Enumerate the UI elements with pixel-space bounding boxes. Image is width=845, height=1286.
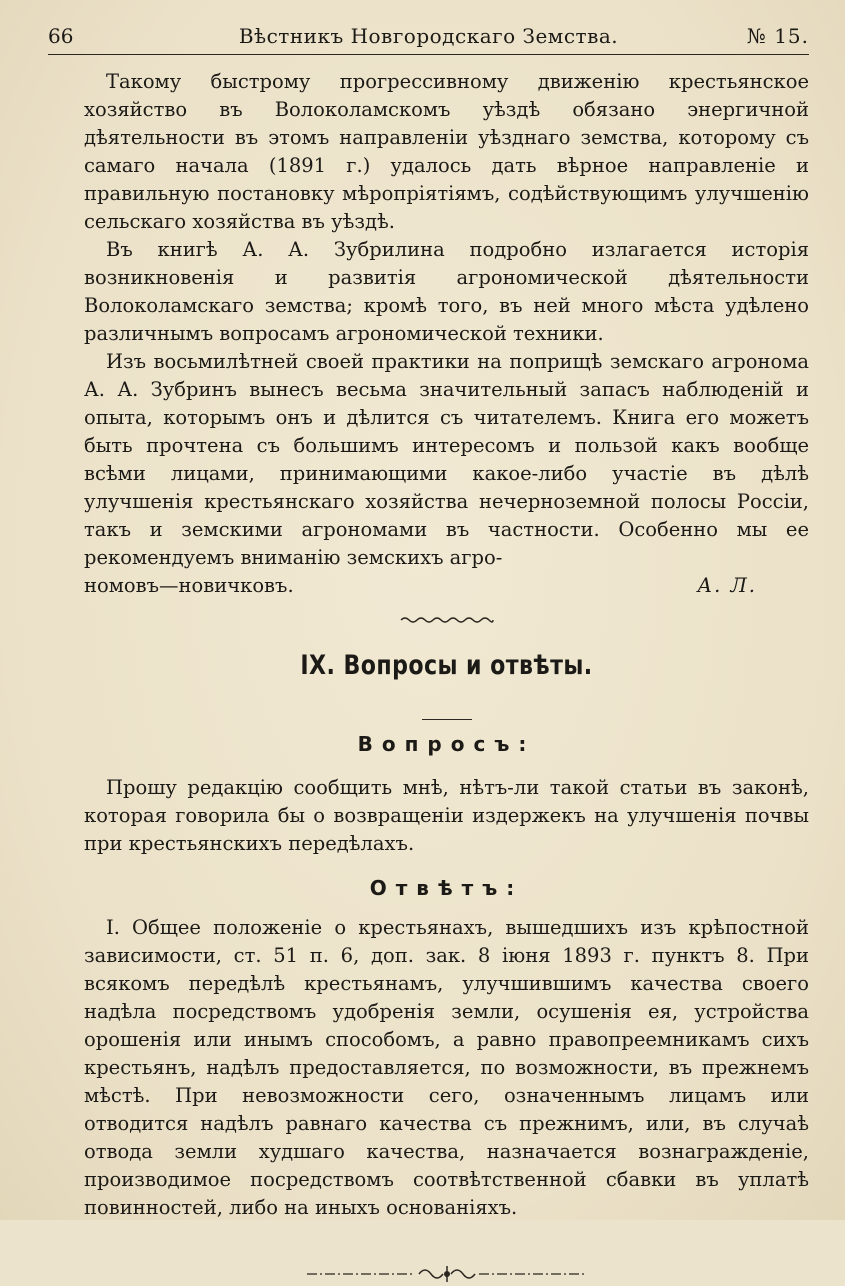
question-text: Прошу редакцію сообщить мнѣ, нѣтъ-ли такой статьи въ законѣ, которая говорила бы о возвращеніи издержекъ на улучшенія почвы при крестьянскихъ передѣлахъ.	[84, 776, 809, 855]
review-paragraph-3: Изъ восьмилѣтней своей практики на поприщѣ земскаго агронома А. А. Зубринъ вынесъ весьма значительный запасъ наблюденій и опыта, которымъ онъ и дѣлится съ читателемъ. Книга его можетъ быть прочтена съ большимъ интересомъ и пользой какъ вообще всѣми лицами, принимающими какое-либо участіе въ дѣлѣ улучшенія крестьянскаго хозяйства нечерноземной полосы Россіи, такъ и земскими агрономами въ частности. Особенно мы ее рекомендуемъ вниманію земскихъ агро-	[84, 350, 809, 569]
page-body	[84, 68, 809, 1286]
answer-text: I. Общее положеніе о крестьянахъ, вышедшихъ изъ крѣпостной зависимости, ст. 51 п. 6, доп. зак. 8 іюня 1893 г. пунктъ 8. При всякомъ передѣлѣ крестьянамъ, улучшившимъ качества своего надѣла посредствомъ удобренія земли, осушенія ея, устройства орошенія или инымъ способомъ, а равно правопреемникамъ сихъ крестьянъ, надѣлъ предоставляется, по возможности, въ прежнемъ мѣстѣ. При невозможности сего, означеннымъ лицамъ или отводится надѣлъ равнаго качества съ прежнимъ, или, въ случаѣ отвода земли худшаго качества, назначается вознагражденіе, производимое посредствомъ соотвѣтственной сбавки въ уплатѣ повинностей, либо на иныхъ основаніяхъ.	[84, 916, 809, 1219]
journal-title: Вѣстникъ Новгородскаго Земства.	[238, 24, 619, 48]
review-closing-line	[84, 572, 809, 600]
section-rule	[422, 719, 472, 720]
review-last-line: номовъ—новичковъ.	[84, 574, 294, 597]
issue-number: № 15.	[746, 24, 809, 48]
end-ornament	[297, 1262, 597, 1286]
page-number: 66	[48, 24, 74, 48]
wavy-divider	[399, 614, 495, 624]
review-paragraph-1: Такому быстрому прогрессивному движенію крестьянское хозяйство въ Волоколамскомъ уѣздѣ обязано энергичной дѣятельности въ этомъ направленіи уѣзднаго земства, которому съ самаго начала (1891 г.) удалось дать вѣрное направленіе и правильную постановку мѣропріятіямъ, содѣйствующимъ улучшенію сельскаго хозяйства въ уѣздѣ.	[84, 70, 809, 233]
answer-heading: Отвѣтъ:	[369, 876, 524, 900]
running-header	[48, 20, 809, 55]
review-signature: А. Л.	[697, 574, 757, 597]
question-heading: Вопросъ:	[357, 732, 536, 756]
section-title: IX. Вопросы и отвѣты.	[300, 650, 593, 681]
review-paragraph-2: Въ книгѣ А. А. Зубрилина подробно излагается исторія возникновенія и развитія агрономической дѣятельности Волоколамскаго земства; кромѣ того, въ ней много мѣста удѣлено различнымъ вопросамъ агрономической техники.	[84, 238, 809, 345]
